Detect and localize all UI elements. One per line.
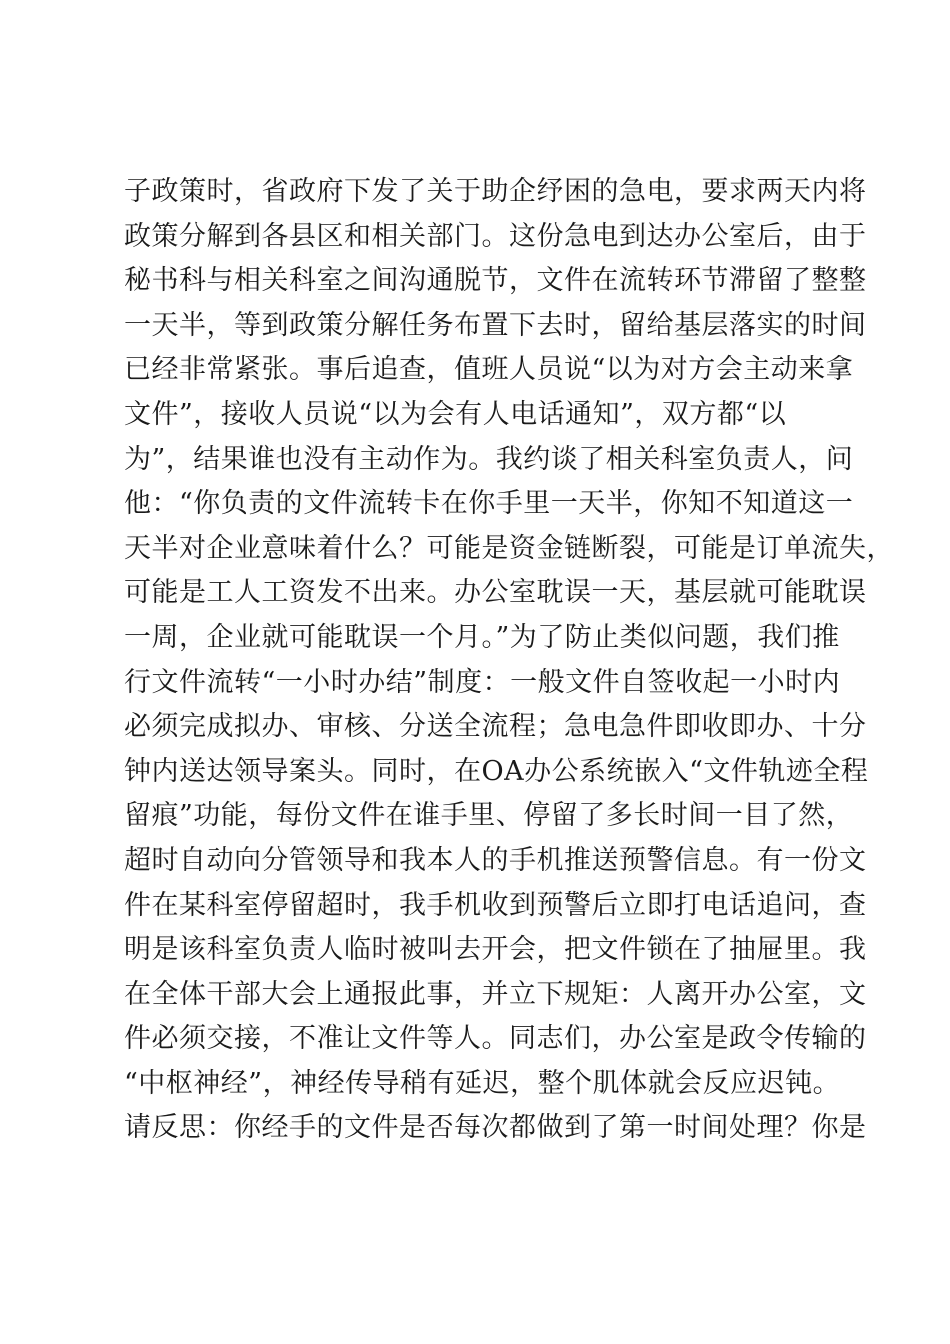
text-line: 超时自动向分管领导和我本人的手机推送预警信息。有一份文 (124, 844, 867, 876)
text-line: 他：“你负责的文件流转卡在你手里一天半，你知不知道这一 (124, 488, 854, 520)
text-line: 行文件流转“一小时办结”制度：一般文件自签收起一小时内 (124, 666, 841, 698)
text-line: “中枢神经”，神经传导稍有延迟，整个肌体就会反应迟钝。 (124, 1067, 841, 1099)
text-line: 明是该科室负责人临时被叫去开会，把文件锁在了抽屉里。我 (124, 934, 867, 966)
text-line: 一天半，等到政策分解任务布置下去时，留给基层落实的时间 (124, 309, 867, 341)
text-line: 必须完成拟办、审核、分送全流程；急电急件即收即办、十分 (124, 711, 867, 743)
text-line: 已经非常紧张。事后追查，值班人员说“以为对方会主动来拿 (124, 354, 854, 386)
text-line: 在全体干部大会上通报此事，并立下规矩：人离开办公室，文 (124, 978, 867, 1010)
body-text (124, 170, 894, 1151)
text-line: 可能是工人工资发不出来。办公室耽误一天，基层就可能耽误 (124, 577, 867, 609)
text-line: 钟内送达领导案头。同时，在OA办公系统嵌入“文件轨迹全程 (124, 755, 869, 787)
text-line: 留痕”功能，每份文件在谁手里、停留了多长时间一目了然， (124, 800, 854, 832)
text-line: 文件”，接收人员说“以为会有人电话通知”，双方都“以 (124, 398, 787, 430)
text-line: 件必须交接，不准让文件等人。同志们，办公室是政令传输的 (124, 1023, 867, 1055)
text-line: 政策分解到各县区和相关部门。这份急电到达办公室后，由于 (124, 220, 867, 252)
text-line: 一周，企业就可能耽误一个月。”为了防止类似问题，我们推 (124, 621, 840, 653)
text-line: 请反思：你经手的文件是否每次都做到了第一时间处理？你是 (124, 1112, 867, 1144)
text-line: 秘书科与相关科室之间沟通脱节，文件在流转环节滞留了整整 (124, 265, 867, 297)
text-line: 件在某科室停留超时，我手机收到预警后立即打电话追问，查 (124, 889, 867, 921)
text-line: 天半对企业意味着什么？可能是资金链断裂，可能是订单流失， (124, 532, 894, 564)
text-line: 子政策时，省政府下发了关于助企纾困的急电，要求两天内将 (124, 176, 867, 207)
text-line: 为”，结果谁也没有主动作为。我约谈了相关科室负责人，问 (124, 443, 854, 475)
